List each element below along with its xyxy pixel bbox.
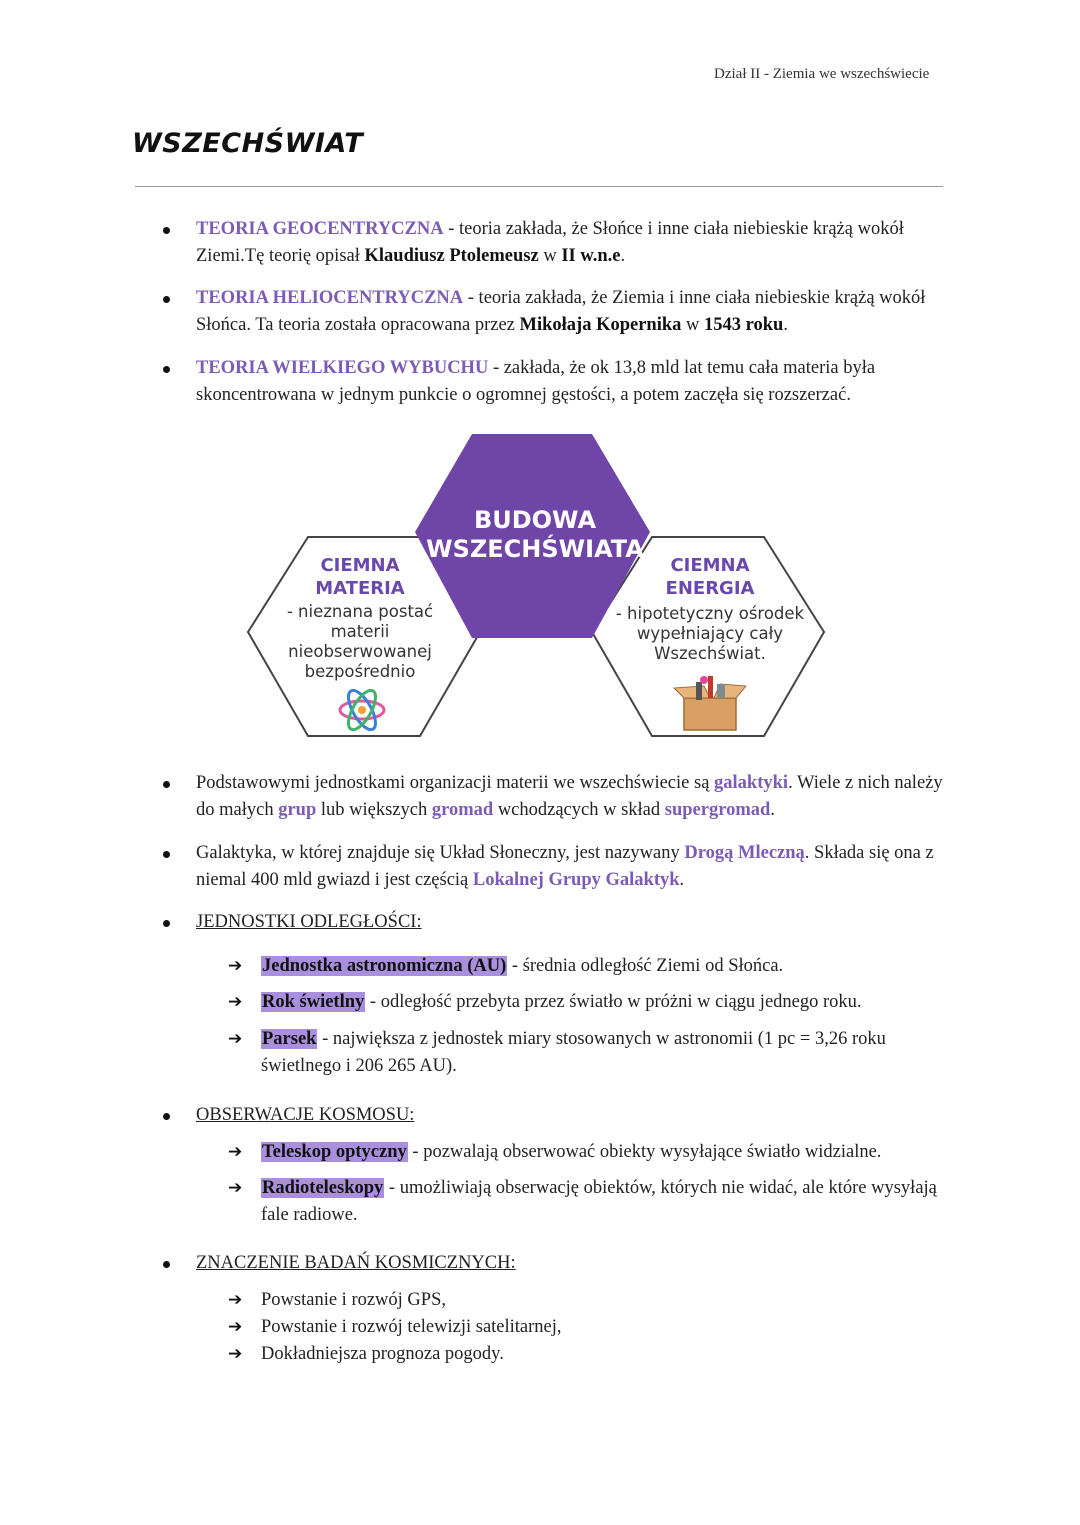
- theory-author: Klaudiusz Ptolemeusz: [364, 246, 539, 266]
- observation-item: [228, 1139, 961, 1166]
- theory-text: .: [783, 315, 788, 335]
- highlighted-term: Radioteleskopy: [262, 1178, 384, 1198]
- title-divider: [135, 186, 943, 187]
- dark-matter-label: [260, 554, 460, 682]
- body-text: . Składa się ona z niemal 400 mld gwiazd i jest częścią: [196, 843, 934, 890]
- arrow-icon: ➔: [228, 1029, 243, 1049]
- body-text: Galaktyka, w której znajduje się Układ Słoneczny, jest nazywany: [196, 843, 685, 863]
- highlighted-term: Teleskop optyczny: [262, 1142, 407, 1162]
- theory-text: - teoria zakłada, że Słońce i inne ciała niebieskie krążą wokół Ziemi.Tę teorię opisał: [196, 219, 904, 266]
- bullet-icon: [163, 366, 170, 373]
- dark-energy-description: - hipotetyczny ośrodek wypełniający cały Wszechświat.: [615, 604, 805, 663]
- dark-matter-heading: CIEMNA: [320, 555, 400, 576]
- dark-energy-heading: CIEMNA: [670, 555, 750, 576]
- arrow-icon: ➔: [228, 992, 243, 1012]
- arrow-icon: ➔: [228, 956, 243, 976]
- observation-section: [196, 1102, 956, 1129]
- body-text: lub większych: [316, 800, 432, 820]
- highlighted-term: Rok świetlny: [262, 992, 365, 1012]
- page-title: WSZECHŚWIAT: [132, 128, 364, 159]
- research-item-text: Dokładniejsza prognoza pogody.: [261, 1344, 504, 1364]
- section-heading: JEDNOSTKI ODLEGŁOŚCI:: [196, 912, 422, 932]
- highlighted-term: Jednostka astronomiczna (AU): [262, 956, 507, 976]
- body-text: . Wiele z nich należy do małych: [196, 773, 943, 820]
- term-description: - największa z jednostek miary stosowanych w astronomii (1 pc = 3,26 roku świetlnego i 206 265 AU).: [261, 1029, 886, 1076]
- universe-structure-diagram: [240, 432, 840, 744]
- body-text: .: [679, 870, 685, 890]
- research-section: [196, 1250, 956, 1277]
- research-item-text: Powstanie i rozwój GPS,: [261, 1290, 446, 1310]
- keyword: grup: [278, 800, 317, 820]
- body-text: .: [770, 800, 775, 820]
- theory-geocentric: [196, 216, 956, 270]
- research-item: [228, 1341, 961, 1368]
- chapter-header: Dział II - Ziemia we wszechświecie: [714, 66, 930, 82]
- research-item-text: Powstanie i rozwój telewizji satelitarnej,: [261, 1317, 562, 1337]
- highlighted-term: Parsek: [262, 1029, 317, 1049]
- dark-energy-heading: ENERGIA: [665, 578, 755, 599]
- theory-text: - teoria zakłada, że Ziemia i inne ciała niebieskie krążą wokół Słońca. Ta teoria została opracowana przez: [196, 288, 926, 335]
- body-text: Podstawowymi jednostkami organizacji materii we wszechświecie są: [196, 773, 715, 793]
- theory-text: w: [538, 246, 562, 266]
- bullet-icon: [163, 227, 170, 234]
- section-heading: OBSERWACJE KOSMOSU:: [196, 1105, 415, 1125]
- bullet-icon: [163, 851, 170, 858]
- term-description: - pozwalają obserwować obiekty wysyłające światło widzialne.: [407, 1142, 882, 1162]
- diagram-center-line: BUDOWA: [473, 506, 597, 534]
- bullet-icon: [163, 296, 170, 303]
- dark-energy-label: [600, 554, 820, 664]
- diagram-center-line: WSZECHŚWIATA: [426, 535, 644, 563]
- keyword: gromad: [431, 800, 494, 820]
- theory-author: Mikołaja Kopernika: [519, 315, 682, 335]
- keyword: supergromad: [664, 800, 771, 820]
- dark-matter-heading: MATERIA: [315, 578, 405, 599]
- keyword: Drogą Mleczną: [684, 843, 805, 863]
- research-item: [228, 1314, 961, 1341]
- dark-matter-description: - nieznana postać materii nieobserwowanej bezpośrednio: [286, 602, 434, 681]
- theory-name: TEORIA WIELKIEGO WYBUCHU: [196, 358, 489, 378]
- term-description: - średnia odległość Ziemi od Słońca.: [507, 956, 784, 976]
- unit-item: [228, 1026, 961, 1080]
- keyword: Lokalnej Grupy Galaktyk: [472, 870, 680, 890]
- body-text: wchodzących w skład: [493, 800, 665, 820]
- arrow-icon: ➔: [228, 1317, 243, 1337]
- theory-text: - zakłada, że ok 13,8 mld lat temu cała materia była skoncentrowana w jednym punkcie o ogromnej gęstości, a potem zaczęła się rozszerzać.: [196, 358, 876, 405]
- term-description: - umożliwiają obserwację obiektów, których nie widać, ale które wysyłają fale radiowe.: [261, 1178, 937, 1225]
- arrow-icon: ➔: [228, 1344, 243, 1364]
- bullet-icon: [163, 920, 170, 927]
- theory-date: 1543 roku: [704, 315, 784, 335]
- arrow-icon: ➔: [228, 1290, 243, 1310]
- theory-big-bang: [196, 355, 956, 409]
- observation-item: [228, 1175, 961, 1229]
- bullet-icon: [163, 781, 170, 788]
- bullet-icon: [163, 1113, 170, 1120]
- unit-item: [228, 953, 961, 980]
- research-item: [228, 1287, 961, 1314]
- bullet-icon: [163, 1261, 170, 1268]
- theory-date: II w.n.e: [561, 246, 621, 266]
- unit-item: [228, 989, 961, 1016]
- theory-name: TEORIA HELIOCENTRYCZNA: [196, 288, 464, 308]
- theory-text: w: [681, 315, 705, 335]
- keyword: galaktyki: [714, 773, 789, 793]
- arrow-icon: ➔: [228, 1178, 243, 1198]
- term-description: - odległość przebyta przez światło w próżni w ciągu jednego roku.: [365, 992, 862, 1012]
- units-section: [196, 909, 956, 936]
- theory-text: .: [620, 246, 626, 266]
- theory-heliocentric: [196, 285, 956, 339]
- arrow-icon: ➔: [228, 1142, 243, 1162]
- theory-name: TEORIA GEOCENTRYCZNA: [196, 219, 444, 239]
- milky-way-paragraph: [196, 840, 956, 894]
- galaxies-paragraph: [196, 770, 956, 824]
- section-heading: ZNACZENIE BADAŃ KOSMICZNYCH:: [196, 1253, 516, 1273]
